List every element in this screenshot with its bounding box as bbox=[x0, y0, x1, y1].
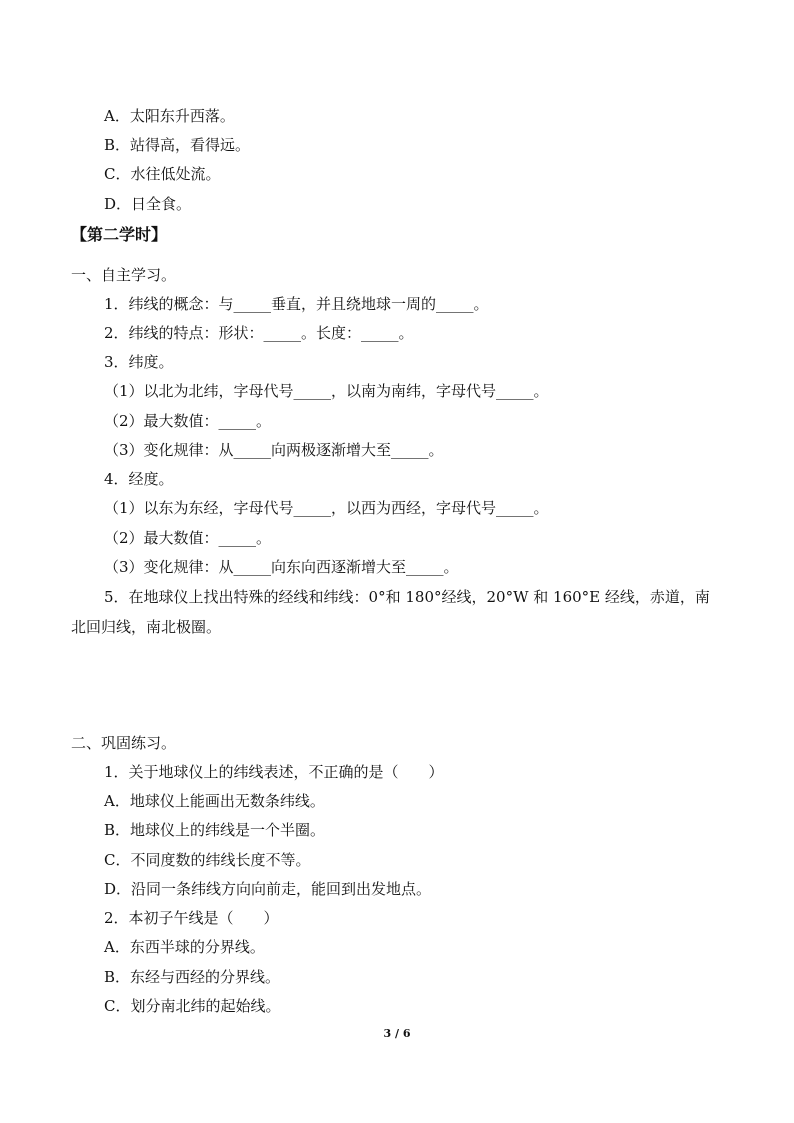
section-heading-second-period: 【第二学时】 bbox=[71, 225, 168, 244]
question-2-latitude-features: 2．纬线的特点：形状：_____。长度：_____。 bbox=[104, 324, 414, 342]
question-4-sub-1: （1）以东为东经，字母代号_____，以西为西经，字母代号_____。 bbox=[104, 499, 549, 517]
question-3-sub-3: （3）变化规律：从_____向两极逐渐增大至_____。 bbox=[104, 441, 444, 459]
question-3-latitude: 3．纬度。 bbox=[104, 353, 174, 371]
exercise-2-question: 2．本初子午线是（ ） bbox=[104, 909, 279, 927]
exercise-1-option-a: A．地球仪上能画出无数条纬线。 bbox=[104, 792, 325, 810]
question-5-continued: 北回归线，南北极圈。 bbox=[71, 618, 222, 636]
option-d-eclipse: D．日全食。 bbox=[104, 195, 192, 213]
question-1-latitude-concept: 1．纬线的概念：与_____垂直，并且绕地球一周的_____。 bbox=[104, 295, 489, 313]
question-4-sub-2: （2）最大数值：_____。 bbox=[104, 529, 272, 547]
option-c-water-flow: C．水往低处流。 bbox=[104, 165, 221, 183]
exercise-2-option-a: A．东西半球的分界线。 bbox=[104, 938, 265, 956]
exercise-2-option-b: B．东经与西经的分界线。 bbox=[104, 968, 281, 986]
exercise-2-option-c: C．划分南北纬的起始线。 bbox=[104, 997, 281, 1015]
question-3-sub-1: （1）以北为北纬，字母代号_____，以南为南纬，字母代号_____。 bbox=[104, 382, 549, 400]
question-4-longitude: 4．经度。 bbox=[104, 470, 174, 488]
part-two-heading: 二、巩固练习。 bbox=[71, 734, 177, 752]
question-5-special-lines: 5．在地球仪上找出特殊的经线和纬线：0°和 180°经线，20°W 和 160°E 经线，赤道，南 bbox=[104, 588, 710, 606]
exercise-1-option-c: C．不同度数的纬线长度不等。 bbox=[104, 851, 311, 869]
option-b-stand-high: B．站得高，看得远。 bbox=[104, 136, 251, 154]
part-one-heading: 一、自主学习。 bbox=[71, 266, 177, 284]
question-4-sub-3: （3）变化规律：从_____向东向西逐渐增大至_____。 bbox=[104, 558, 459, 576]
question-3-sub-2: （2）最大数值：_____。 bbox=[104, 412, 272, 430]
option-a-sun: A．太阳东升西落。 bbox=[104, 107, 235, 125]
exercise-1-option-d: D．沿同一条纬线方向向前走，能回到出发地点。 bbox=[104, 880, 432, 898]
page-number: 3 / 6 bbox=[383, 1027, 411, 1040]
exercise-1-option-b: B．地球仪上的纬线是一个半圈。 bbox=[104, 821, 326, 839]
exercise-1-question: 1．关于地球仪上的纬线表述，不正确的是（ ） bbox=[104, 763, 444, 781]
